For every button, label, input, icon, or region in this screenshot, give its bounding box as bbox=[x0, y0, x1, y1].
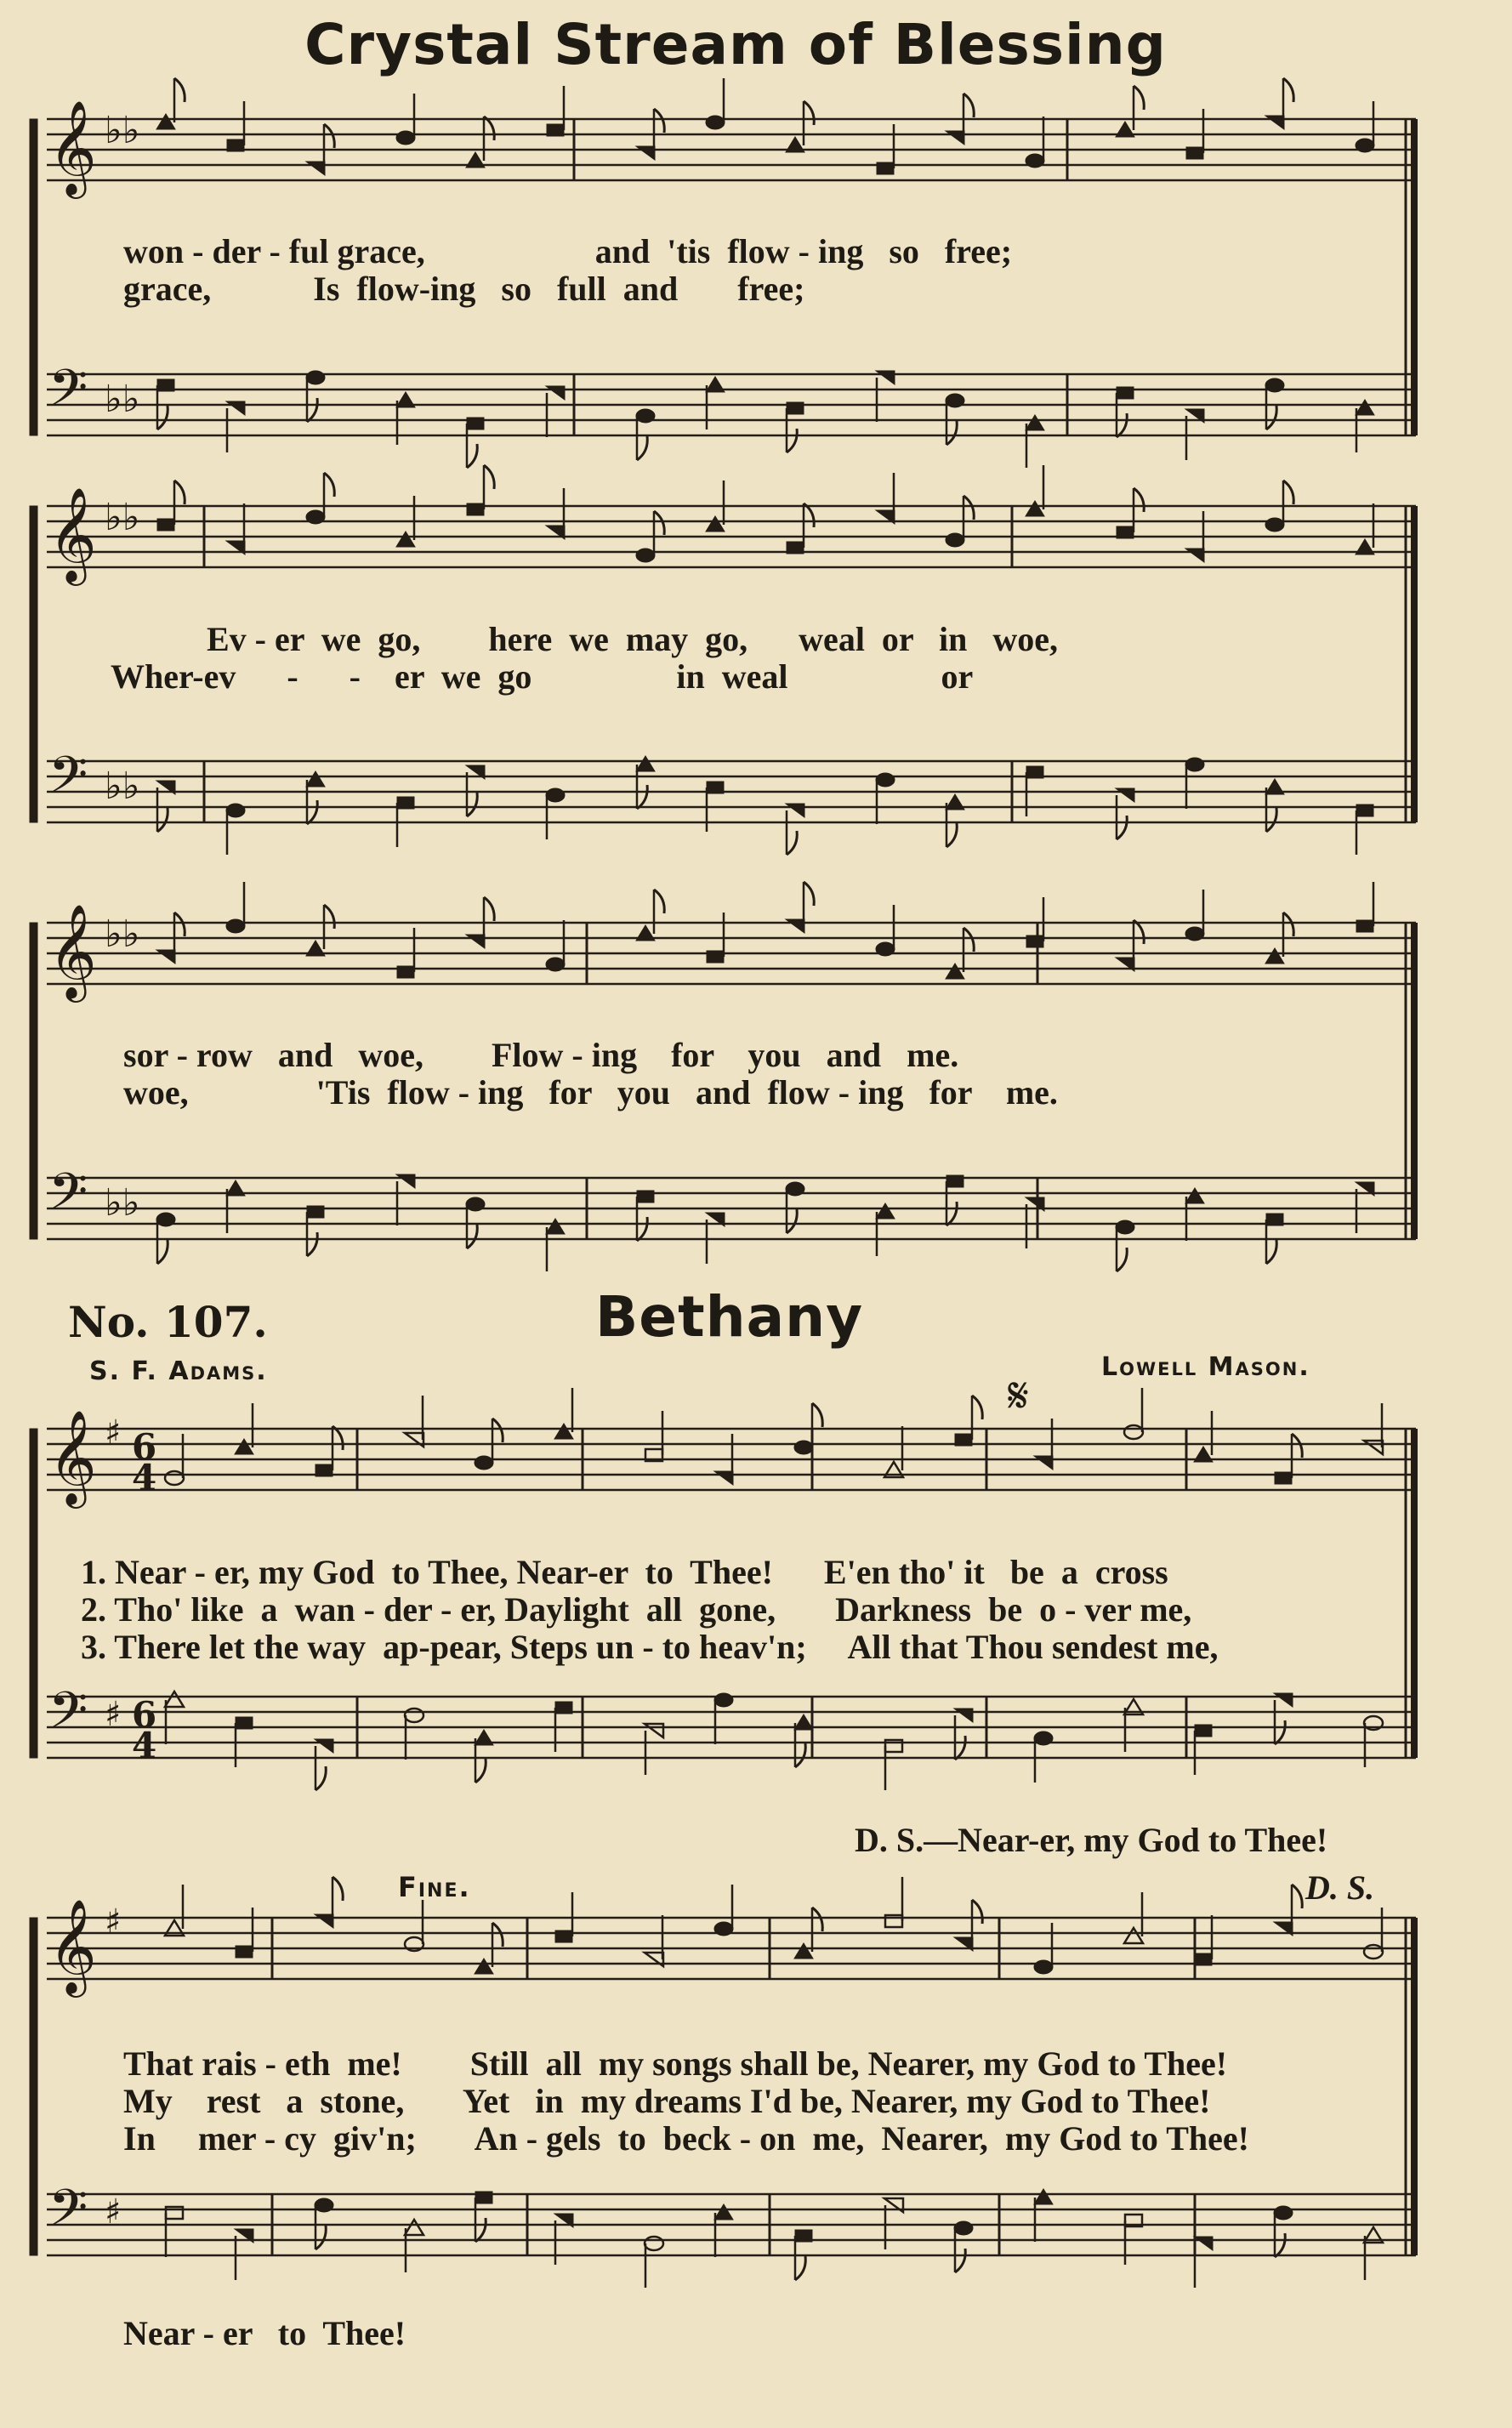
svg-text:♯: ♯ bbox=[105, 2192, 122, 2232]
svg-text:6: 6 bbox=[132, 1694, 157, 1736]
hymn-title-bethany: Bethany bbox=[595, 1284, 864, 1350]
verse-3-line-2: In mer - cy giv'n; An - gels to beck - on me, Nearer, my God to Thee! bbox=[123, 2119, 1249, 2158]
svg-text:♭♭: ♭♭ bbox=[105, 496, 140, 539]
verse-2-line-2: My rest a stone, Yet in my dreams I'd be, Nearer, my God to Thee! bbox=[123, 2082, 1211, 2120]
svg-text:♭♭: ♭♭ bbox=[105, 913, 140, 956]
treble-clef: 𝄞 bbox=[48, 1409, 97, 1504]
lyric-line: sor - row and woe, Flow - ing for you and me. bbox=[123, 1036, 959, 1074]
composer-credit: Lowell Mason. bbox=[1101, 1352, 1310, 1382]
treble-clef: 𝄞 bbox=[48, 486, 97, 582]
bass-clef: 𝄢 bbox=[48, 2178, 88, 2249]
lyricist-credit: S. F. Adams. bbox=[89, 1356, 268, 1386]
svg-text:4: 4 bbox=[132, 1725, 157, 1766]
svg-text:♭♭: ♭♭ bbox=[105, 765, 140, 808]
svg-text:4: 4 bbox=[132, 1457, 157, 1498]
hymn-number: No. 107. bbox=[68, 1297, 268, 1347]
refrain-line: Near - er to Thee! bbox=[123, 2314, 406, 2352]
verse-3-line: 3. There let the way ap-pear, Steps un - to heav'n; All that Thou sendest me, bbox=[81, 1628, 1219, 1666]
svg-text:♯: ♯ bbox=[105, 1695, 122, 1734]
svg-text:♯: ♯ bbox=[105, 1413, 122, 1453]
treble-clef: 𝄞 bbox=[48, 100, 97, 195]
bass-clef: 𝄢 bbox=[48, 1162, 88, 1233]
svg-text:♯: ♯ bbox=[105, 1902, 122, 1942]
lyric-line: won - der - ful grace, and 'tis flow - ing so free; bbox=[123, 232, 1013, 270]
bass-clef: 𝄢 bbox=[48, 745, 88, 816]
lyric-line: grace, Is flow-ing so full and free; bbox=[123, 270, 805, 308]
lyric-line: woe, 'Tis flow - ing for you and flow - ing for me. bbox=[123, 1073, 1058, 1112]
ds-mark: D. S. bbox=[1305, 1868, 1375, 1907]
bass-clef: 𝄢 bbox=[48, 1680, 88, 1752]
svg-text:♭♭: ♭♭ bbox=[105, 109, 140, 152]
treble-clef: 𝄞 bbox=[48, 1898, 97, 1993]
fine-mark: Fine. bbox=[398, 1871, 471, 1903]
dal-segno-text: D. S.—Near-er, my God to Thee! bbox=[855, 1821, 1328, 1859]
lyric-line: Ev - er we go, here we may go, weal or in woe, bbox=[207, 620, 1058, 658]
treble-clef: 𝄞 bbox=[48, 903, 97, 998]
hymn-title-crystal-stream: Crystal Stream of Blessing bbox=[304, 12, 1167, 77]
svg-text:6: 6 bbox=[132, 1426, 157, 1468]
verse-1-line-2: That rais - eth me! Still all my songs shall be, Nearer, my God to Thee! bbox=[123, 2044, 1228, 2083]
svg-text:♭♭: ♭♭ bbox=[105, 1181, 140, 1225]
bass-clef: 𝄢 bbox=[48, 358, 88, 429]
verse-2-line: 2. Tho' like a wan - der - er, Daylight all gone, Darkness be o - ver me, bbox=[81, 1590, 1192, 1629]
svg-text:♭♭: ♭♭ bbox=[105, 378, 140, 421]
lyric-line: Wher-ev - - er we go in weal or bbox=[111, 657, 974, 696]
verse-1-line: 1. Near - er, my God to Thee, Near-er to Thee! E'en tho' it be a cross bbox=[81, 1553, 1168, 1591]
segno-sign: 𝄋 bbox=[1008, 1368, 1029, 1424]
